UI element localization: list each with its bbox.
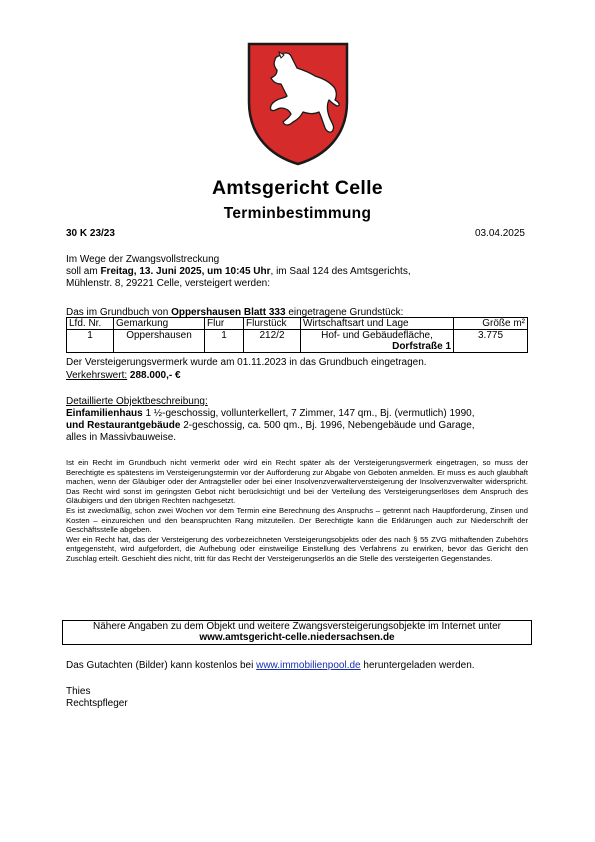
document-date: 03.04.2025	[474, 228, 525, 239]
cell-gemarkung: Oppershausen	[114, 330, 205, 353]
signer-role: Rechtspfleger	[66, 698, 128, 709]
property-table	[66, 317, 528, 353]
legal-paragraph-3: Wer ein Recht hat, das der Versteigerung des vorbezeichneten Versteigerungsobjekts oder des nach § 55 ZVG mithaftenden Zubehörs entgegensteht, wird aufgefordert, die Aufhebung oder einstweilige Einstellung des Verfahrens zu erwirken, bevor das Gericht den Zuschlag erteilt. Geschieht dies nicht, tritt für das Recht der Versteigerungserlös an die Stelle des versteigerten Gegenstandes.	[66, 534, 528, 563]
immobilienpool-link[interactable]: www.immobilienpool.de	[256, 660, 361, 671]
table-header-row	[67, 318, 528, 330]
object-line-2	[66, 420, 528, 432]
expert-report-line	[66, 660, 475, 672]
table-row	[67, 330, 528, 353]
court-website-link[interactable]: www.amtsgericht-celle.niedersachsen.de	[199, 632, 395, 643]
col-header-art: Wirtschaftsart und Lage	[301, 318, 454, 330]
object-line-3: alles in Massivbauweise.	[66, 432, 177, 443]
col-header-flurstueck: Flurstück	[244, 318, 301, 330]
signer-name: Thies	[66, 686, 91, 697]
register-note: Der Versteigerungsvermerk wurde am 01.11.2023 in das Grundbuch eingetragen.	[66, 357, 427, 368]
cell-lage: Dorfstraße 1	[392, 341, 451, 352]
market-value-label: Verkehrswert:	[66, 370, 128, 381]
court-name: Amtsgericht Celle	[212, 177, 383, 199]
object-line-2-rest: 2-geschossig, ca. 500 qm., Bj. 1996, Nebengebäude und Garage,	[180, 420, 475, 431]
legal-notice	[66, 458, 528, 564]
object-line-1-rest: 1 ½-geschossig, vollunterkellert, 7 Zimmer, 147 qm., Bj. (vermutlich) 1990,	[142, 408, 475, 419]
land-prefix: Das im Grundbuch von	[66, 307, 172, 318]
intro-line-1: Im Wege der Zwangsvollstreckung	[66, 254, 220, 265]
col-header-flur: Flur	[205, 318, 244, 330]
gutachten-prefix: Das Gutachten (Bilder) kann kostenlos bei	[66, 660, 257, 671]
intro-line-2-prefix: soll am	[66, 266, 101, 277]
market-value-amount: 288.000,- €	[127, 370, 181, 381]
col-header-gemarkung: Gemarkung	[114, 318, 205, 330]
object-line-1	[66, 408, 528, 420]
cell-groesse: 3.775	[454, 330, 528, 353]
market-value-line	[66, 370, 181, 382]
object-description	[66, 408, 528, 444]
gutachten-suffix: heruntergeladen werden.	[360, 660, 475, 671]
info-box-text: Nähere Angaben zu dem Objekt und weitere Zwangsversteigerungsobjekte im Internet unter	[92, 621, 501, 632]
intro-line-2-suffix: , im Saal 124 des Amtsgerichts,	[270, 266, 411, 277]
info-box	[62, 620, 532, 645]
object-description-heading: Detaillierte Objektbeschreibung:	[66, 396, 208, 407]
land-suffix: eingetragene Grundstück:	[285, 307, 404, 318]
cell-art	[301, 330, 454, 353]
cell-nr: 1	[67, 330, 114, 353]
cell-flurstueck: 212/2	[244, 330, 301, 353]
case-number: 30 K 23/23	[66, 228, 115, 239]
col-header-groesse: Größe m²	[454, 318, 528, 330]
auction-date: Freitag, 13. Juni 2025, um 10:45 Uhr	[100, 266, 271, 277]
object-restaurant: und Restaurantgebäude	[66, 420, 181, 431]
lower-saxony-horse-crest-icon	[245, 40, 351, 166]
legal-paragraph-2: Es ist zweckmäßig, schon zwei Wochen vor dem Termin eine Berechnung des Anspruchs – getrennt nach Hauptforderung, Zinsen und Kosten – einzureichen und den beanspruchten Rang mitzuteilen. Der Berechtigte kann die Erklärungen auch zur Niederschrift der Geschäftsstelle abgeben.	[66, 505, 528, 535]
cell-art-text: Hof- und Gebäudefläche,	[321, 330, 433, 341]
intro-paragraph	[66, 254, 411, 290]
object-house: Einfamilienhaus	[66, 408, 143, 419]
col-header-nr: Lfd. Nr.	[67, 318, 114, 330]
intro-line-3: Mühlenstr. 8, 29221 Celle, versteigert werden:	[66, 278, 270, 289]
document-title: Terminbestimmung	[223, 205, 372, 222]
land-register-ref: Oppershausen Blatt 333	[171, 307, 286, 318]
legal-paragraph-1: Ist ein Recht im Grundbuch nicht vermerkt oder wird ein Recht später als der Versteigerungsvermerk eingetragen, so muss der Berechtigte es spätestens im Versteigerungstermin vor der Aufforderung zur Abgabe von Geboten anmelden. Er muss es auch glaubhaft machen, wenn der Gläubiger oder der Antragsteller oder bei einer Insolvenzverwalterversteigerung der Insolvenzverwalter widerspricht. Das Recht wird sonst im geringsten Gebot nicht berücksichtigt und bei der Verteilung des Versteigerungserlöses dem Anspruch des Gläubigers und den übrigen Rechten nachgesetzt.	[66, 458, 528, 506]
signature-block	[66, 686, 128, 710]
intro-line-2	[66, 266, 411, 278]
cell-flur: 1	[205, 330, 244, 353]
